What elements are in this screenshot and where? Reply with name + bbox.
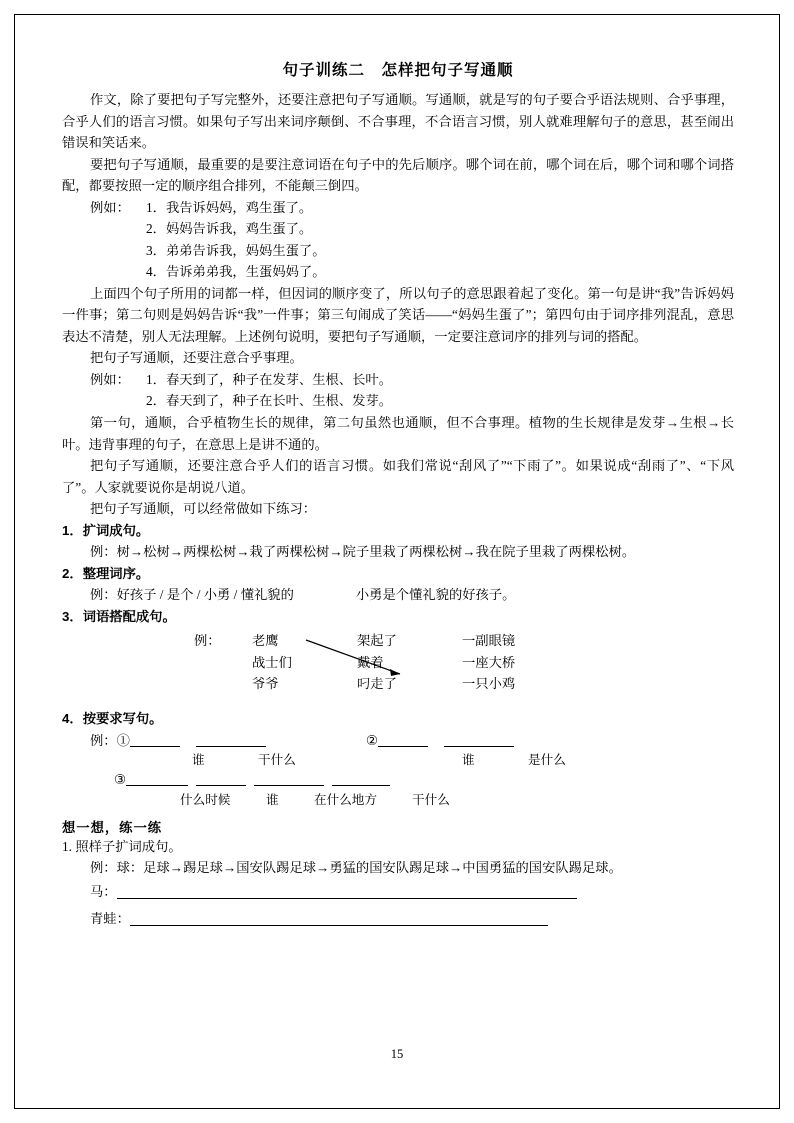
answer-label-horse: 马： [90,883,117,899]
example-block-2-item-2 [62,390,734,412]
example-block-2-item-1 [62,369,734,391]
page-content [62,58,734,932]
page-title: 句子训练二 怎样把句子写通顺 [282,62,514,79]
blank-line[interactable] [332,771,390,786]
exercise-2-heading: 2．整理词序。 [62,565,150,581]
label-who: 谁 [462,753,475,768]
paragraph-1: 作文，除了要把句子写完整外，还要注意把句子写通顺。写通顺，就是写的句子要合乎语法规则、合乎事理，合乎人们的语言习惯。如果句子写出来词序颠倒、不合事理，不合语言习惯，别人就难理解句子的意思，甚至闹出错误和笑话来。 [62,92,734,151]
page-number: 15 [390,1047,404,1061]
example-label: 例如： [90,199,130,215]
exercise-4-row-2 [62,769,734,791]
label-do-what: 干什么 [412,792,450,807]
paragraph-7: 把句子写通顺，可以经常做如下练习： [90,501,317,517]
example-text: 2．春天到了，种子在长叶、生根、发芽。 [146,393,392,409]
answer-row-horse [62,879,734,906]
example-block-1-item-2 [62,218,734,240]
example-text: 2．妈妈告诉我，鸡生蛋了。 [146,221,313,237]
practice-question-1-example: 例：球：足球→踢足球→国安队踢足球→勇猛的国安队踢足球→中国勇猛的国安队踢足球。 [90,860,622,876]
diagram-c2-item-1: 架起了 [357,633,397,649]
example-label: 例如： [90,371,130,387]
blank-line[interactable] [254,771,324,786]
question-number: 1. [62,838,72,854]
diagram-column-2 [357,630,397,695]
diagram-c1-item-1: 老鹰 [252,633,279,649]
item-3-num: ③ [114,772,126,788]
example-text: 4．告诉弟弟我，生蛋妈妈了。 [146,264,326,280]
diagram-c2-item-2: 戴着 [357,654,384,670]
paragraph-4: 把句子写通顺，还要注意合乎事理。 [90,350,303,366]
exercise-1-example: 例：树→松树→两棵松树→栽了两棵松树→院子里栽了两棵松树→我在院子里栽了两棵松树。 [90,544,636,560]
diagram-c3-item-2: 一座大桥 [462,654,516,670]
example-text: 1．我告诉妈妈，鸡生蛋了。 [146,199,313,215]
paragraph-3: 上面四个句子所用的词都一样，但因词的顺序变了，所以句子的意思跟着起了变化。第一句是讲“我”告诉妈妈一件事；第二句则是妈妈告诉“我”一件事；第三句闹成了笑话——“妈妈生蛋了”；第四句由于词序排列混乱，意思表达不清楚，别人无法理解。上述例句说明，要把句子写通顺，一定要注意词序的排列与词的搭配。 [62,285,734,344]
exercise-2-example-label: 例： [90,587,117,603]
practice-question-1 [62,836,734,858]
diagram-column-3 [462,630,515,695]
label-where: 在什么地方 [314,792,377,807]
answer-label-frog: 青蛙： [90,910,130,926]
diagram-c1-item-2: 战士们 [252,654,292,670]
answer-blank[interactable] [130,910,548,926]
example-block-1-item-4 [62,261,734,283]
exercise-4-row-2-labels [62,791,734,809]
diagram-c3-item-3: 一只小鸡 [462,676,516,692]
label-do-what: 干什么 [258,753,296,768]
blank-line[interactable] [126,771,188,786]
answer-row-frog [62,906,734,933]
diagram-label-example: 例： [194,633,221,649]
blank-line[interactable] [444,732,514,747]
blank-line[interactable] [196,771,246,786]
item-1-num: ① [116,732,130,748]
diagram-c3-item-1: 一副眼镜 [462,633,516,649]
word-matching-diagram [62,630,734,706]
label-who: 谁 [266,792,279,807]
item-2-num: ② [365,732,378,748]
exercise-4-example-label: 例： [90,732,117,748]
example-block-1-item-3 [62,240,734,262]
blank-line[interactable] [378,732,428,747]
paragraph-2: 要把句子写通顺，最重要的是要注意词语在句子中的先后顺序。哪个词在前，哪个词在后，哪个词和哪个词搭配，都要按照一定的顺序组合排列，不能颠三倒四。 [62,156,734,194]
example-block-1-item-1 [62,197,734,219]
question-text: 照样子扩词成句。 [75,838,182,854]
exercise-2-example-right: 小勇是个懂礼貌的好孩子。 [355,587,516,603]
exercise-2-example [62,584,734,606]
blank-line[interactable] [196,732,266,747]
exercise-4-heading: 4．按要求写句。 [62,711,163,727]
exercise-4-row-1-labels [62,751,734,769]
diagram-c2-item-3: 叼走了 [357,676,397,692]
label-when: 什么时候 [180,792,231,807]
paragraph-6: 把句子写通顺，还要注意合乎人们的语言习惯。如我们常说“刮风了”“下雨了”。如果说成“刮雨了”、“下风了”。人家就要说你是胡说八道。 [62,458,734,495]
exercise-2-example-left: 好孩子 / 是个 / 小勇 / 懂礼貌的 [116,587,294,603]
label-who: 谁 [192,753,205,768]
answer-blank[interactable] [117,883,577,899]
exercise-1-heading: 1．扩词成句。 [62,522,150,538]
label-is-what: 是什么 [528,753,566,768]
paragraph-5: 第一句，通顺，合乎植物生长的规律，第二句虽然也通顺，但不合事理。植物的生长规律是发芽→生根→长叶。违背事理的句子，在意思上是讲不通的。 [62,414,734,452]
exercise-3-heading: 3．词语搭配成句。 [62,608,176,624]
diagram-arrows [62,630,734,706]
example-text: 3．弟弟告诉我，妈妈生蛋了。 [146,242,326,258]
diagram-column-1 [194,630,292,695]
practice-section-heading: 想一想，练一练 [62,819,163,835]
diagram-c1-item-3: 爷爷 [252,676,279,692]
exercise-4-row-1 [62,730,734,752]
example-text: 1．春天到了，种子在发芽、生根、长叶。 [146,371,392,387]
blank-line[interactable] [130,732,180,747]
